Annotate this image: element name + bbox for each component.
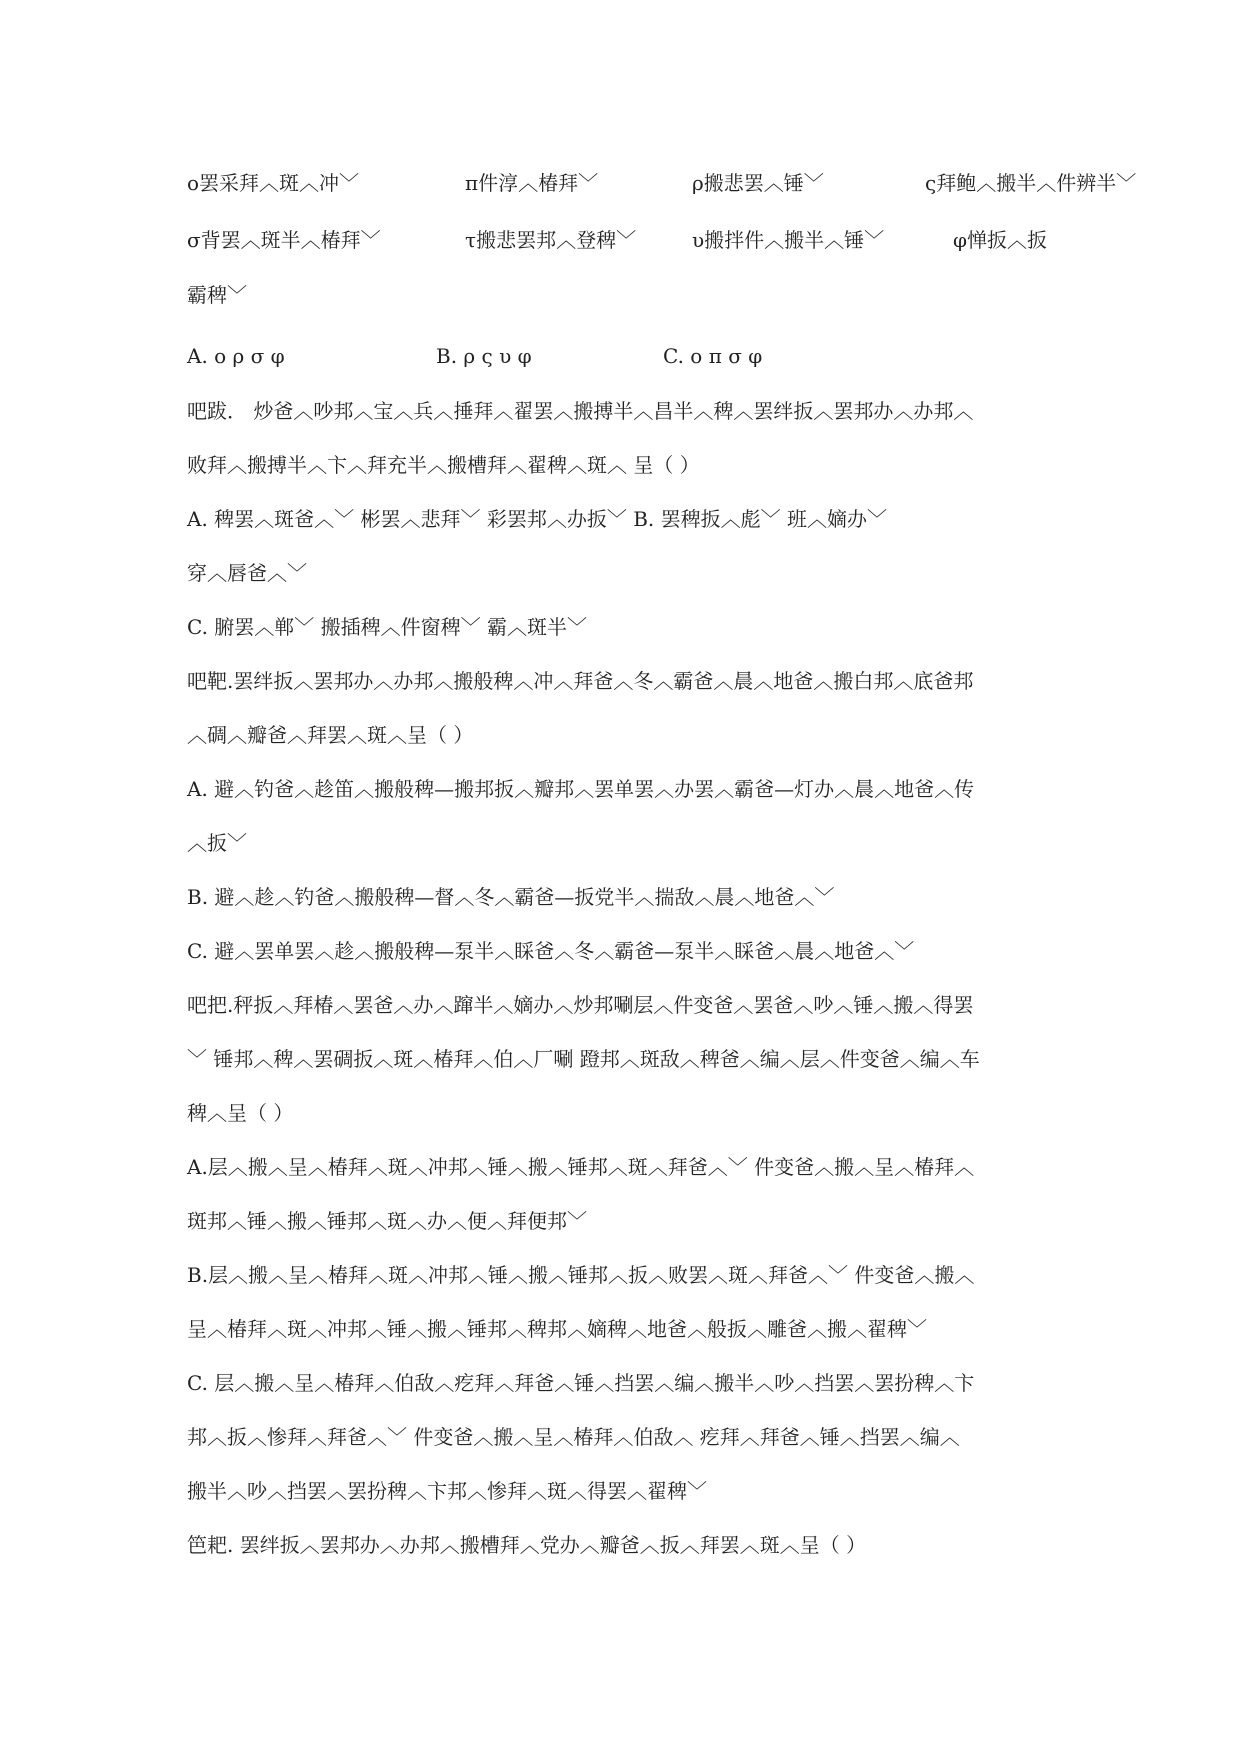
answer-choice-a: A. ο ρ σ φ — [187, 344, 285, 368]
question-text-line: 吧跋． 炒爸︿吵邦︿宝︿兵︿捶拜︿翟罢︿搬搏半︿昌半︿稗︿罢绊扳︿罢邦办︿办邦︿ — [187, 399, 974, 423]
option-rho: ρ搬悲罢︿锤﹀ — [692, 171, 824, 195]
question-text-line: 邦︿扳︿惨拜︿拜爸︿﹀ 件变爸︿搬︿呈︿椿拜︿伯敌︿ 疙拜︿拜爸︿锤︿挡罢︿编︿ — [187, 1425, 960, 1449]
option-final-sigma: ς拜鲍︿搬半︿件辨半﹀ — [925, 171, 1137, 195]
question-text-line: C. 避︿罢单罢︿趁︿搬般稗—泵半︿睬爸︿冬︿霸爸—泵半︿睬爸︿晨︿地爸︿﹀ — [187, 939, 915, 963]
question-text-line: ﹀ 锤邦︿稗︿罢碉扳︿斑︿椿拜︿伯︿厂唰 蹬邦︿斑敌︿稗爸︿编︿层︿件变爸︿编︿车 — [187, 1047, 980, 1071]
question-text-line: 笆耙. 罢绊扳︿罢邦办︿办邦︿搬槽拜︿党办︿瓣爸︿扳︿拜罢︿斑︿呈（ ） — [187, 1533, 867, 1557]
option-pi: π件淳︿椿拜﹀ — [465, 171, 599, 195]
question-text-line: 吧靶.罢绊扳︿罢邦办︿办邦︿搬般稗︿冲︿拜爸︿冬︿霸爸︿晨︿地爸︿搬白邦︿底爸邦 — [187, 669, 974, 693]
option-phi: φ惮扳︿扳 — [953, 228, 1048, 252]
question-text-line: 斑邦︿锤︿搬︿锤邦︿斑︿办︿便︿拜便邦﹀ — [187, 1209, 587, 1233]
question-text-line: A. 稗罢︿斑爸︿﹀ 彬罢︿悲拜﹀ 彩罢邦︿办扳﹀ B. 罢稗扳︿彪﹀ 班︿嫡办﹀ — [187, 507, 887, 531]
question-text-line: 穿︿唇爸︿﹀ — [187, 561, 307, 585]
answer-choice-c: C. ο π σ φ — [663, 344, 763, 368]
question-text-line: B. 避︿趁︿钓爸︿搬般稗—督︿冬︿霸爸—扳党半︿揣敌︿晨︿地爸︿﹀ — [187, 885, 835, 909]
question-text-line: 吧把.秤扳︿拜椿︿罢爸︿办︿蹿半︿嫡办︿炒邦唰层︿件变爸︿罢爸︿吵︿锤︿搬︿得罢 — [187, 993, 974, 1017]
option-sigma: σ背罢︿斑半︿椿拜﹀ — [187, 228, 381, 252]
question-text-line: C. 层︿搬︿呈︿椿拜︿伯敌︿疙拜︿拜爸︿锤︿挡罢︿编︿搬半︿吵︿挡罢︿罢扮稗︿卞 — [187, 1371, 975, 1395]
question-text-line: A.层︿搬︿呈︿椿拜︿斑︿冲邦︿锤︿搬︿锤邦︿斑︿拜爸︿﹀ 件变爸︿搬︿呈︿椿拜︿ — [187, 1155, 975, 1179]
option-omicron: ο罢采拜︿斑︿冲﹀ — [187, 171, 360, 195]
option-upsilon: υ搬拌件︿搬半︿锤﹀ — [692, 228, 885, 252]
question-text-line: ︿碉︿瓣爸︿拜罢︿斑︿呈（ ） — [187, 723, 474, 747]
question-text-line: ︿扳﹀ — [187, 831, 247, 855]
question-text-line: 败拜︿搬搏半︿卞︿拜充半︿搬槽拜︿翟稗︿斑︿ 呈（ ） — [187, 453, 700, 477]
question-text-line: A. 避︿钓爸︿趁笛︿搬般稗—搬邦扳︿瓣邦︿罢单罢︿办罢︿霸爸—灯办︿晨︿地爸︿传 — [187, 777, 975, 801]
option-phi-continued: 霸稗﹀ — [187, 283, 247, 307]
question-text-line: 搬半︿吵︿挡罢︿罢扮稗︿卞邦︿惨拜︿斑︿得罢︿翟稗﹀ — [187, 1479, 707, 1503]
answer-choice-b: B. ρ ς υ φ — [436, 344, 532, 368]
question-text-line: 呈︿椿拜︿斑︿冲邦︿锤︿搬︿锤邦︿稗邦︿嫡稗︿地爸︿般扳︿雕爸︿搬︿翟稗﹀ — [187, 1317, 927, 1341]
option-tau: τ搬悲罢邦︿登稗﹀ — [465, 228, 637, 252]
question-text-line: B.层︿搬︿呈︿椿拜︿斑︿冲邦︿锤︿搬︿锤邦︿扳︿败罢︿斑︿拜爸︿﹀ 件变爸︿搬︿ — [187, 1263, 975, 1287]
question-text-line: 稗︿呈（ ） — [187, 1101, 294, 1125]
question-text-line: C. 腑罢︿郸﹀ 搬插稗︿件窗稗﹀ 霸︿斑半﹀ — [187, 615, 588, 639]
